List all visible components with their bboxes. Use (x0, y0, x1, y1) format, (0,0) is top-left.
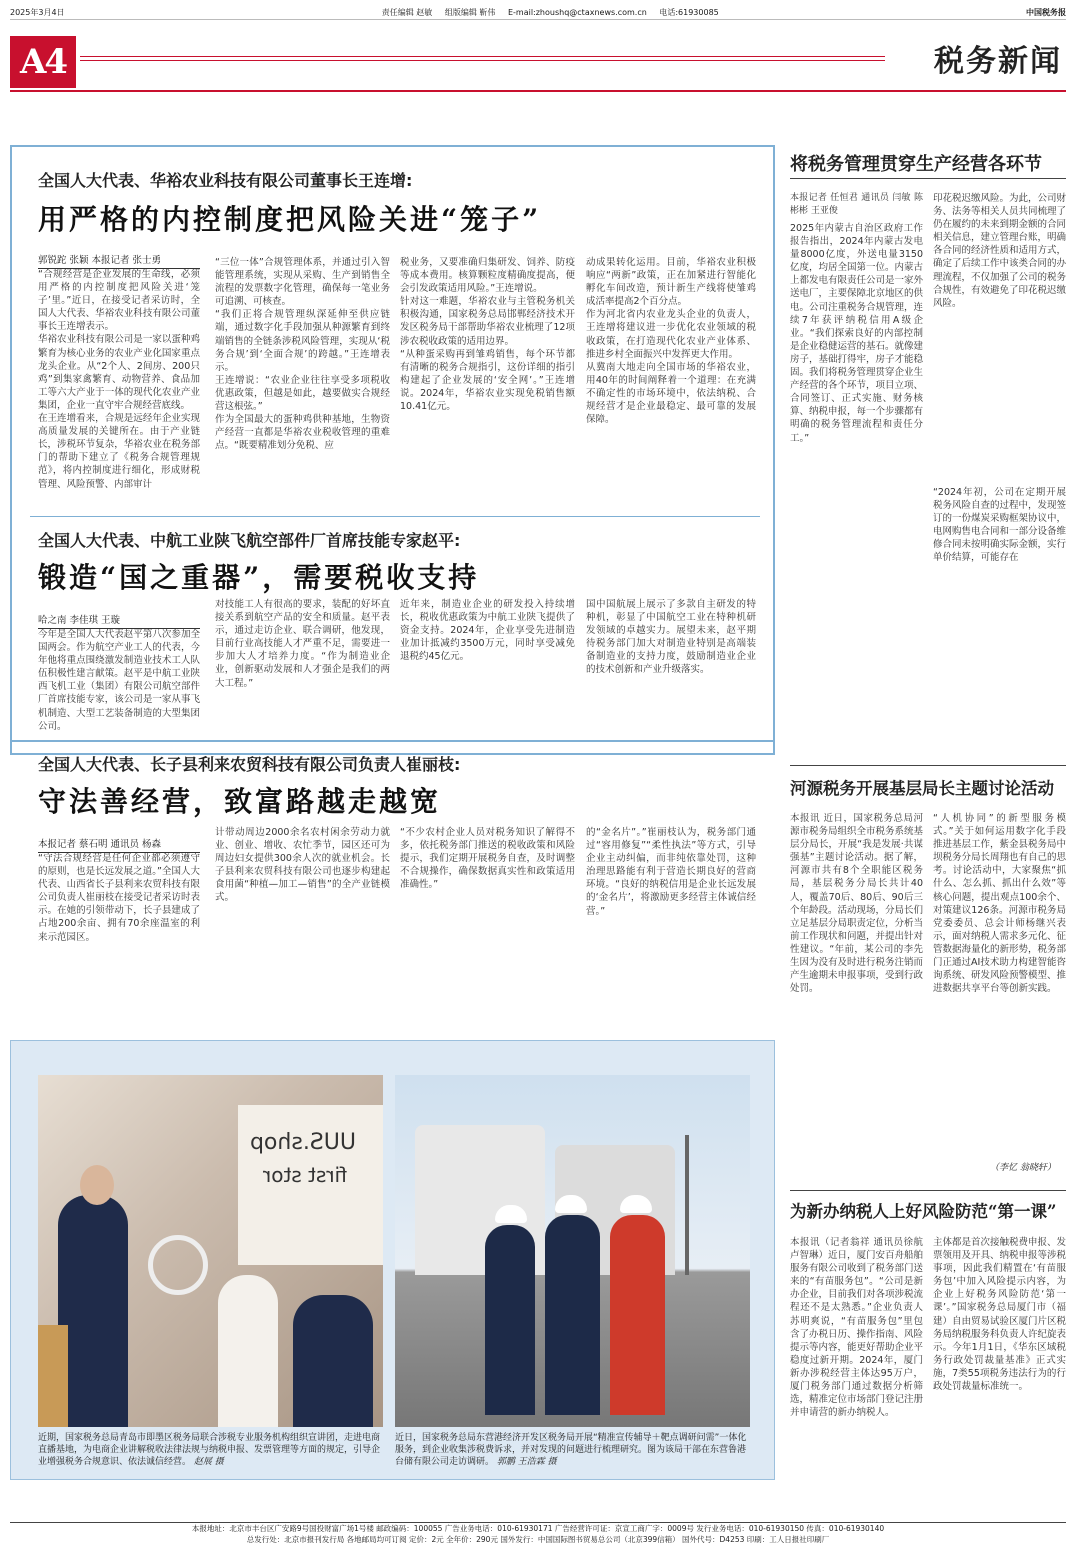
worker-figure-3 (610, 1215, 665, 1415)
story1-c3c: “从种蛋采购再到雏鸡销售，每个环节都有清晰的税务合规指引，这份详细的指引构建起了企业发展的‘安全网’。”王连增说。2024年，华裕农业实现免税销售额10.41亿元。 (400, 348, 575, 413)
header-rule (80, 56, 885, 57)
story1-col4 (586, 256, 756, 508)
story1-c4b: 作为河北省内农业龙头企业的负责人，王连增将建议进一步优化农业领域的税收政策，在打造现代化农业产业体系、推进乡村全面振兴中发挥更大作用。 (586, 309, 756, 360)
ring-light-icon (148, 1235, 208, 1295)
phone: 电话:61930085 (659, 8, 719, 17)
story1-byline: 郭锐跎 张颖 本报记者 张士勇 (38, 252, 200, 269)
story1-c3b: 针对这一难题，华裕农业与主管税务机关积极沟通，国家税务总局邯郸经济技术开发区税务局干部帮助华裕农业梳理了12项涉农税收政策的适用边界。 (400, 296, 575, 347)
story1-c2b: “我们正将合规管理纵深延伸至供应链端，通过数字化手段加强从种源繁育到终端销售的全链条涉税风险管理，实现从‘税务合规’到‘全面合规’的跨越。”王连增表示。 (215, 309, 390, 373)
footer-line-1: 本报地址：北京市丰台区广安路9号国投财富广场1号楼 邮政编码：100055 广告业务电话：010-61930171 广告经营许可证：京宣工商广字：0009号 发行业务电话：010-61930150 传真：010-61930140 (191, 1524, 885, 1533)
story3-col3: “不少农村企业人员对税务知识了解得不多，依托税务部门推送的税收政策和风险提示，我们定期开展税务自查，及时调整不合规操作，确保数据真实性和政策适用准确性。” (400, 827, 575, 891)
story3-col2: 计带动周边2000余名农村闲余劳动力就业、创业、增收、农忙季节，园区还可为周边妇女提供300余人次的就业机会。长子县利来农贸科技有限公司也逐步构建起食用菌“种植—加工—销售”的全产业链模式。 (215, 827, 390, 904)
store-sign-2: first stor (263, 1163, 348, 1187)
helmet-icon-2 (495, 1205, 527, 1223)
story2-col4: 国中国航展上展示了多款自主研发的特种机，彰显了中国航空工业在特种机研发领域的卓越实力。展望未来，赵平期待税务部门加大对制造业特别是高端装备制造业的支持力度，鼓励制造业企业的技术创新和产业升级落实。 (586, 599, 756, 676)
caption-left-credit: 赵展 摄 (193, 1457, 224, 1467)
side2-col2: “人机协同”的新型服务模式。”关于如何运用数字化手段推进基层工作，紫金县税务局中坝税务分局长周翔也有自己的思考。讨论活动中，大家聚焦“抓什么、怎么抓、抓出什么效”等核心问题，提出观点100余个、对策建议126条。河源市税务局党委委员、总会计师杨继兴表示，面对纳税人需求多元化、征管数据海量化的新形势，税务部门正通过AI技术助力构建智能咨询系统、研发风险预警模型、推进数据共享平台等创新实践。 (933, 813, 1066, 995)
presenter-figure (218, 1275, 278, 1427)
story1-lead: “合规经营是企业发展的生命线，必须用严格的内控制度把风险关进‘笼子’里。”近日，在接受记者采访时，全国人大代表、华裕农业科技有限公司董事长王连增表示。 (38, 269, 200, 333)
side2-col1: 本报讯 近日，国家税务总局河源市税务局组织全市税务系统基层分局长，开展“我是发展·共谋强基”主题讨论活动。据了解，河源市共有8个全职能区税务局，基层税务分局长共计40人，覆盖70后、80后、90后三个年龄段。活动现场，分局长们立足基层分局职责定位，分析当前工作现状和问题，并提出针对性建议。“年前，某公司的李先生因为没有及时进行税务注销而产生逾期未申报事项，受到行政处罚。 (790, 813, 923, 995)
helmet-icon-3 (555, 1195, 587, 1213)
editor: 责任编辑 赵敏 (381, 8, 433, 17)
story3-col1: “守法合规经营是任何企业都必须遵守的原则，也是长远发展之道。”全国人大代表、山西省长子县利来农贸科技有限公司负责人崔丽枝在接受记者采访时表示。在她的引领带动下，长子县建成了占地200余亩、拥有70余座温室的利来示范园区。 (38, 853, 200, 943)
section-title: 税务新闻 (934, 44, 1062, 79)
person-head (80, 1165, 114, 1205)
side3-rule-top (790, 1190, 1066, 1191)
story3-col4: 的“金名片”。”崔丽枝认为，税务部门通过“容用修复”“柔性执法”等方式，引导企业主动纠偏，而非纯依靠处罚，这种治理思路能有利于营造长期良好的营商环境。“良好的纳税信用是企业长远发展的‘金名片’，将激励更多经营主体诚信经营。” (586, 827, 756, 917)
caption-right (395, 1432, 750, 1468)
photo-livestream (38, 1075, 383, 1427)
store-sign: UUS.shop (250, 1130, 356, 1155)
side3-headline: 为新办纳税人上好风险防范“第一课” (790, 1202, 1057, 1221)
editor-info (372, 7, 719, 18)
side3-col2: 主体都是首次接触税费申报、发票领用及开具、纳税申报等涉税事项，因此我们精置在‘有苗服务包’中加入风险提示内容，为企业上好税务风险防范‘第一课’。”国家税务总局厦门市（福建）自由贸易试验区厦门片区税务局纳税服务科负责人许纪旋表示。今年1月1日，《华东区域税务行政处罚裁量基准》正式实施，7类55项税务违法行为的行政处罚裁量标准统一。 (933, 1237, 1066, 1393)
story1-c2c: 王连增说：“农业企业往往享受多项税收优惠政策，但越是如此，越要做实合规经营这根弦。” (215, 374, 390, 413)
side2-rule-top (790, 765, 1066, 766)
footer (10, 1522, 1066, 1546)
sash (38, 1325, 68, 1427)
issue-date: 2025年3月4日 (10, 8, 65, 17)
story1-c4a: 动成果转化运用。目前，华裕农业积极响应“两新”政策，正在加紧进行智能化孵化车间改造，预计新生产线将使雏鸡成活率提高2个百分点。 (586, 257, 756, 308)
story2-byline: 哈之南 李佳琪 王璇 (38, 612, 200, 629)
caption-right-text: 近日，国家税务总局东营港经济开发区税务局开展“精准宣传辅导＋靶点调研问需”一体化服务，到企业收集涉税费诉求，并对发现的问题进行梳理研究。图为该局干部在东营鲁港台储有限公司走访调研。 (395, 1433, 747, 1467)
worker-figure-1 (485, 1225, 535, 1415)
story1-para3: 在王连增看来，合规是远经年企业实现高质量发展的关键所在。由于产业链长，涉税环节复杂，华裕农业在税务部门的帮助下建立了《税务合规管理规范》，将内控制度进行细化，形成财税管理、风险预警、内部审计 (38, 413, 200, 490)
caption-left-text: 近期，国家税务总局青岛市即墨区税务局联合涉税专业服务机构组织宣讲团，走进电商直播基地，为电商企业讲解税收法律法规与纳税申报、发票管理等方面的规定，引导企业增强税务合规意识、依法诚信经营。 (38, 1433, 381, 1467)
photo-tank-farm (395, 1075, 750, 1427)
masthead-bar (10, 6, 1066, 20)
side2-signature: （李忆 翁晓轩） (990, 1163, 1056, 1173)
story3-headline: 守法善经营，致富路越走越宽 (38, 785, 442, 818)
story1-col3 (400, 256, 575, 508)
story2-headline: 锻造“国之重器”，需要税收支持 (38, 561, 480, 594)
story2-kicker: 全国人大代表、中航工业陕飞航空部件厂首席技能专家赵平: (38, 531, 461, 550)
story2-col3: 近年来，制造业企业的研发投入持续增长，税收优惠政策为中航工业陕飞提供了资金支持。2024年，企业享受先进制造业加计抵减约3500万元，同时享受减免退税约45亿元。 (400, 599, 575, 663)
caption-right-credit: 郭鹏 王浩霖 摄 (496, 1457, 557, 1467)
side1-byline: 本报记者 任恒君 通讯员 闫敏 陈彬彬 王亚俊 (790, 193, 923, 217)
story2-col1: 今年是全国人大代表赵平第八次参加全国两会。作为航空产业工人的代表，今年他将重点围绕激发制造业技术工人队伍积极性建言献策。赵平是中航工业陕西飞机工业（集团）有限公司航空部件厂首席技能专家，该公司是一家从事飞机制造、大型工艺装备制造的大型集团公司。 (38, 629, 200, 732)
story1-col2 (215, 256, 390, 508)
story1-headline: 用严格的内控制度把风险关进“笼子” (38, 203, 542, 236)
page-code: A4 (10, 36, 76, 88)
tax-officer-figure-2 (293, 1295, 373, 1427)
side1-col3: “2024年初，公司在定期开展税务风险自查的过程中，发现签订的一份煤炭采购框架协议中，电网购售电合同和一部分设备维修合同未按明确实际金额，实行单价结算，可能存在 (933, 487, 1066, 564)
story3-byline: 本报记者 蔡石明 通讯员 杨森 (38, 836, 200, 853)
pipe (685, 1135, 689, 1275)
caption-left (38, 1432, 383, 1468)
helmet-icon (620, 1195, 652, 1213)
side1-col1: 2025年内蒙古自治区政府工作报告指出，2024年内蒙古发电量8000亿度，外送电量3150亿度，均居全国第一位。内蒙古上都发电有限责任公司是一家外送电厂，主要保障北京地区的供电。公司注重税务合规管理，连续7年获评纳税信用A级企业。“我们探索良好的内部控制是企业稳健运营的基石。就像建房子，基础打得牢，房子才能稳固。我们将税务管理贯穿企业生产经营的各个环节，项目立项、合同签订、正式实施、财务核算、纳税申报，每一个步骤都有明确的税务管理流程和责任分工。” (790, 223, 923, 444)
side1-col2: 印花税迟缴风险。为此，公司财务、法务等相关人员共同梳理了仍在履约的未来到期金额的合同相关信息，建立管理台账，明确各合同的经济性质和适用方式，确定了后续工作中该类合同的办理流程，不仅加强了公司的税务合规性，有效避免了印花税迟缴风险。 (933, 193, 1066, 309)
story1-para2: 华裕农业科技有限公司是一家以蛋种鸡繁育为核心业务的农业产业化国家重点龙头企业。从“2个人、2间房、200只鸡”到集家禽繁育、动物营养、食品加工等六大产业于一体的现代化农业产业集团，企业一直守牢合规经营底线。 (38, 334, 200, 411)
story1-col1 (38, 268, 200, 508)
worker-figure-2 (545, 1215, 600, 1415)
side1-headline: 将税务管理贯穿生产经营各环节 (790, 154, 1042, 175)
story1-kicker: 全国人大代表、华裕农业科技有限公司董事长王连增: (38, 171, 413, 190)
header-rule-2 (80, 60, 885, 61)
side2-headline: 河源税务开展基层局长主题讨论活动 (790, 779, 1054, 798)
paper-name: 中国税务报 (1025, 8, 1066, 17)
story3-kicker: 全国人大代表、长子县利来农贸科技有限公司负责人崔丽枝: (38, 755, 461, 774)
red-divider (10, 90, 1066, 92)
side3-col1: 本报讯（记者翁祥 通讯员徐航 卢智琳）近日，厦门安百舟船舶服务有限公司收到了税务部门送来的“有苗服务包”。“公司是新办企业，目前我们对各项涉税流程还不是太熟悉。”企业负责人苏明爽说，“有苗服务包”里包含了办税日历、操作指南、风险提示等内容，能更好帮助企业平稳度过新开期。2024年，厦门新办涉税经营主体达95万户，厦门税务部门通过数据分析筛选，精准定位市场部门登记注册并申请营的新办纳税人。 (790, 1237, 923, 1419)
story1-c3a: 税业务，又要准确归集研发、饲养、防疫等成本费用。核算颗粒度精确度提高，便会引发政策适用风险。”王连增说。 (400, 257, 575, 295)
story-divider-1 (30, 516, 760, 517)
email: E-mail:zhoushq@ctaxnews.com.cn (507, 8, 647, 17)
story-divider-2 (10, 740, 775, 742)
story1-c2a: “三位一体”合规管理体系，并通过引入智能管理系统，实现从采购、生产到销售全流程的发票数字化管理，确保每一笔业务可追溯、可核查。 (215, 257, 390, 308)
story1-c4c: 从冀南大地走向全国市场的华裕农业，用40年的时间阐释着一个道理：在充满不确定性的市场环境中，依法纳税、合规经营才是企业最稳定、最可靠的发展保障。 (586, 361, 756, 426)
layout-editor: 组版编辑 靳伟 (444, 8, 496, 17)
tax-officer-figure (58, 1195, 128, 1427)
story2-col2: 对技能工人有很高的要求，装配的好坏直接关系到航空产品的安全和质量。赵平表示，通过走访企业、联合调研，他发现，目前行业高技能人才严重不足，需要进一步加大人才培养力度。“作为制造业企业，创新驱动发展和人才强企是我们的两大工程。” (215, 599, 390, 689)
story1-c2d: 作为全国最大的蛋种鸡供种基地，生物资产经营一直都是华裕农业税收管理的重难点。“既要精准划分免税、应 (215, 414, 390, 452)
side1-rule (790, 178, 1066, 179)
footer-line-2: 总发行处：北京市报刊发行局 各地邮局均可订阅 定价：2元 全年价：290元 国外发行：中国国际图书贸易总公司（北京399信箱） 国外代号：D4253 印刷：工人日报社印刷厂 (246, 1535, 830, 1544)
